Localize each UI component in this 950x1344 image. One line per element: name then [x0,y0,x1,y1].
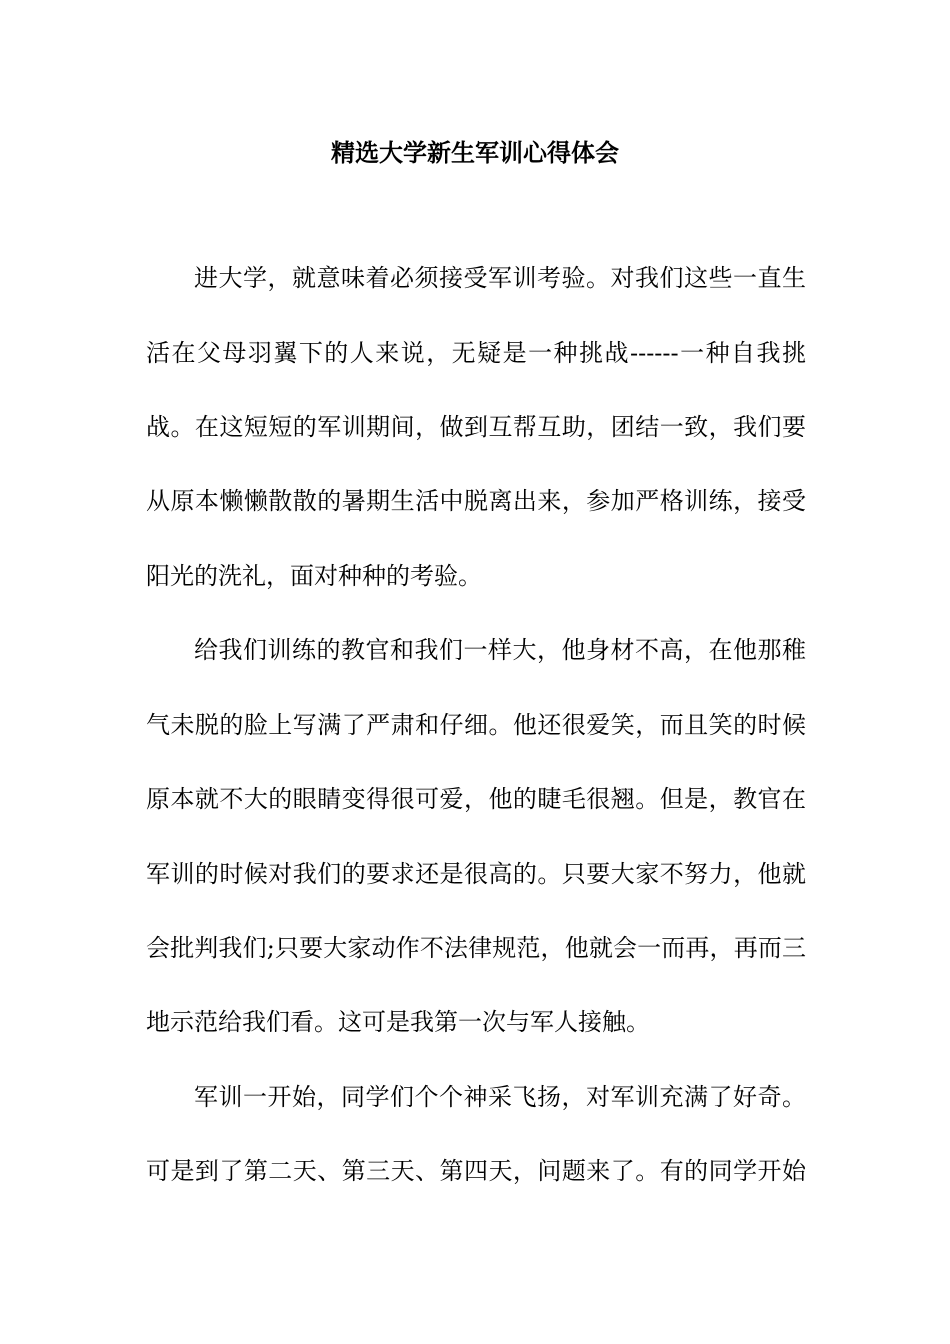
paragraph-3-line-2: 可是到了第二天、第三天、第四天，问题来了。有的同学开始 [146,1157,806,1185]
paragraph-1-line-3: 战。在这短短的军训期间，做到互帮互助，团结一致，我们要 [146,413,806,441]
paragraph-2-line-1: 给我们训练的教官和我们一样大，他身材不高，在他那稚 [194,636,806,664]
paragraph-1-line-2: 活在父母羽翼下的人来说，无疑是一种挑战------一种自我挑 [146,339,806,367]
paragraph-1-line-1: 进大学，就意味着必须接受军训考验。对我们这些一直生 [194,264,806,292]
paragraph-2-line-4: 军训的时候对我们的要求还是很高的。只要大家不努力，他就 [146,860,806,888]
paragraph-1-line-4: 从原本懒懒散散的暑期生活中脱离出来，参加严格训练，接受 [146,487,806,515]
paragraph-1-line-5: 阳光的洗礼，面对种种的考验。 [146,562,482,590]
document-title: 精选大学新生军训心得体会 [331,138,619,167]
paragraph-2-line-5: 会批判我们;只要大家动作不法律规范，他就会一而再，再而三 [146,934,806,962]
paragraph-2-line-2: 气未脱的脸上写满了严肃和仔细。他还很爱笑，而且笑的时候 [146,711,806,739]
paragraph-2-line-6: 地示范给我们看。这可是我第一次与军人接触。 [146,1008,650,1036]
paragraph-2-line-3: 原本就不大的眼睛变得很可爱，他的睫毛很翘。但是，教官在 [146,785,806,813]
paragraph-3-line-1: 军训一开始，同学们个个神采飞扬，对军训充满了好奇。 [194,1083,806,1111]
